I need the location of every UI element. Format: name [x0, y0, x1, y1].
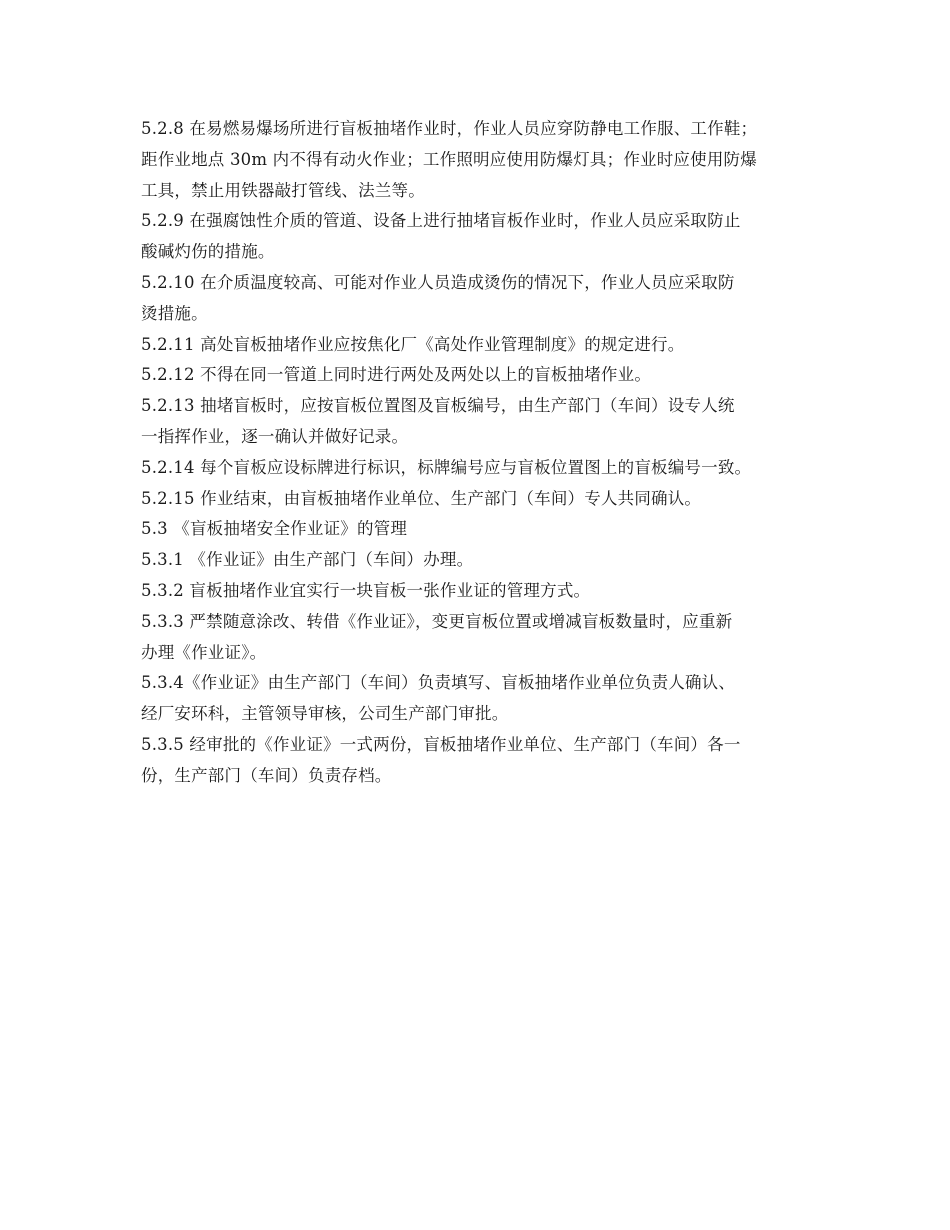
text-line-5-3-3: 5.3.3 严禁随意涂改、转借《作业证》，变更盲板位置或增减盲板数量时，应重新 — [141, 611, 733, 631]
section-heading-5-3: 5.3 《盲板抽堵安全作业证》的管理 — [141, 519, 408, 539]
text-line: 份，生产部门（车间）负责存档。 — [141, 765, 392, 785]
document-body — [141, 114, 821, 792]
text-line-5-2-8: 5.2.8 在易燃易爆场所进行盲板抽堵作业时，作业人员应穿防静电工作服、工作鞋； — [141, 119, 758, 138]
text-line: 经厂安环科，主管领导审核，公司生产部门审批。 — [141, 704, 509, 724]
text-line-5-2-13: 5.2.13 抽堵盲板时，应按盲板位置图及盲板编号，由生产部门（车间）设专人统 — [141, 396, 735, 416]
text-line: 一指挥作业，逐一确认并做好记录。 — [141, 426, 409, 446]
text-line-5-2-14: 5.2.14 每个盲板应设标牌进行标识，标牌编号应与盲板位置图上的盲板编号一致。 — [141, 457, 752, 477]
text-line-5-3-2: 5.3.2 盲板抽堵作业宜实行一块盲板一张作业证的管理方式。 — [141, 580, 591, 600]
text-line-5-3-5: 5.3.5 经审批的《作业证》一式两份，盲板抽堵作业单位、生产部门（车间）各一 — [141, 734, 741, 754]
text-line: 酸碱灼伤的措施。 — [141, 242, 275, 262]
text-line-5-3-1: 5.3.1 《作业证》由生产部门（车间）办理。 — [141, 550, 474, 570]
text-line-5-2-10: 5.2.10 在介质温度较高、可能对作业人员造成烫伤的情况下，作业人员应采取防 — [141, 272, 735, 292]
text-line: 烫措施。 — [141, 303, 208, 323]
text-line-5-2-11: 5.2.11 高处盲板抽堵作业应按焦化厂《高处作业管理制度》的规定进行。 — [141, 334, 685, 354]
text-line-5-3-4: 5.3.4《作业证》由生产部门（车间）负责填写、盲板抽堵作业单位负责人确认、 — [141, 673, 736, 693]
text-line: 工具，禁止用铁器敲打管线、法兰等。 — [141, 180, 425, 200]
text-line: 距作业地点 30m 内不得有动火作业；工作照明应使用防爆灯具；作业时应使用防爆 — [141, 149, 757, 169]
text-line: 办理《作业证》。 — [141, 642, 267, 662]
text-line-5-2-12: 5.2.12 不得在同一管道上同时进行两处及两处以上的盲板抽堵作业。 — [141, 365, 652, 385]
text-line-5-2-9: 5.2.9 在强腐蚀性介质的管道、设备上进行抽堵盲板作业时，作业人员应采取防止 — [141, 211, 741, 231]
text-line-5-2-15: 5.2.15 作业结束，由盲板抽堵作业单位、生产部门（车间）专人共同确认。 — [141, 488, 702, 508]
